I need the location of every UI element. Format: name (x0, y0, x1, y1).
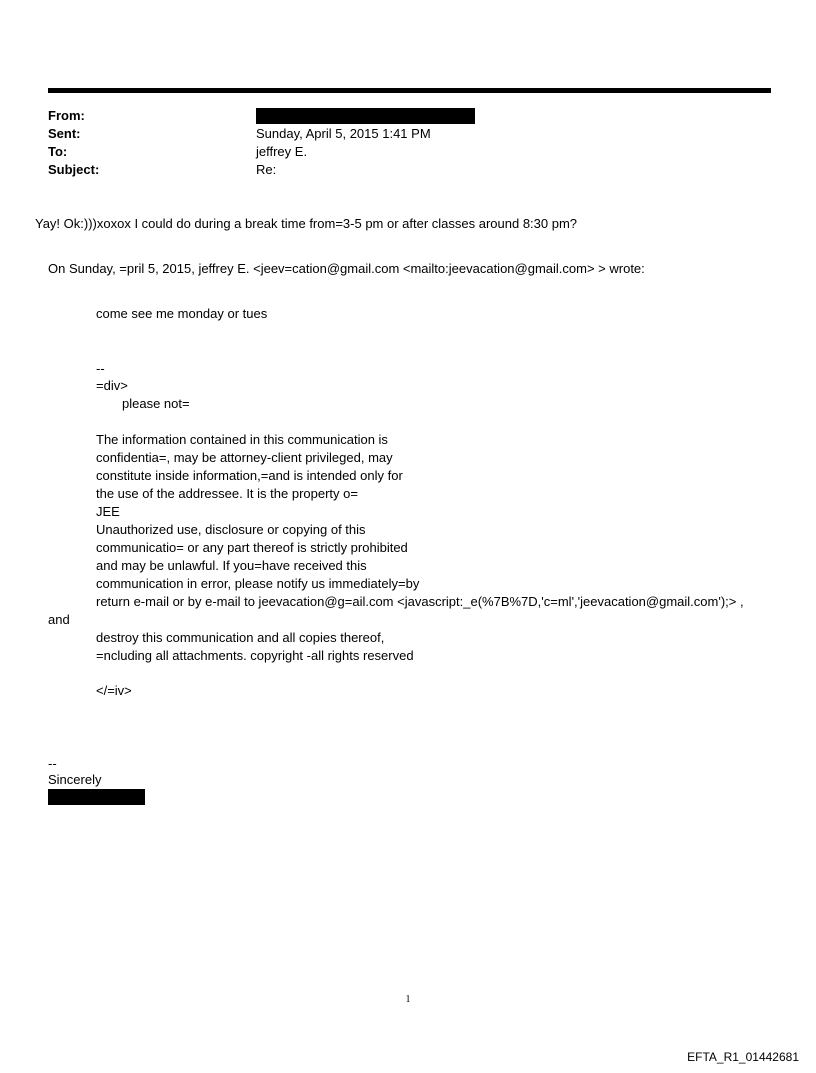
subject-label: Subject: (48, 162, 100, 177)
page-number: 1 (405, 994, 411, 1005)
quoted-message: come see me monday or tues (96, 306, 268, 321)
disclaimer-line: The information contained in this communication is (96, 432, 388, 447)
wrapped-and: and (48, 612, 70, 627)
signature-dashes: -- (96, 361, 105, 376)
disclaimer-line: confidentia=, may be attorney-client privileged, may (96, 450, 393, 465)
please-note: please not= (122, 396, 190, 411)
disclaimer-line: return e-mail or by e-mail to jeevacation@g=ail.com <javascript:_e(%7B%7D,'c=ml','jeevacation@gmail.com');> , (96, 594, 744, 609)
sent-label: Sent: (48, 126, 81, 141)
closing-dashes: -- (48, 756, 57, 771)
redacted-signature (48, 789, 145, 805)
disclaimer-tail-line: destroy this communication and all copies thereof, (96, 630, 385, 645)
disclaimer-tail-line: =ncluding all attachments. copyright -all rights reserved (96, 648, 414, 663)
header-divider (48, 88, 771, 93)
to-value: jeffrey E. (256, 144, 308, 159)
disclaimer-line: communicatio= or any part thereof is strictly prohibited (96, 540, 408, 555)
to-label: To: (48, 144, 68, 159)
disclaimer-line: and may be unlawful. If you=have received this (96, 558, 367, 573)
sent-row (48, 125, 748, 143)
disclaimer-line: Unauthorized use, disclosure or copying of this (96, 522, 366, 537)
disclaimer-line: constitute inside information,=and is intended only for (96, 468, 403, 483)
disclaimer-line: JEE (96, 504, 120, 519)
sent-value: Sunday, April 5, 2015 1:41 PM (256, 126, 431, 141)
from-label: From: (48, 108, 85, 123)
from-row (48, 107, 748, 125)
div-open-tag: =div> (96, 378, 128, 393)
reply-line: Yay! Ok:)))xoxox I could do during a break time from=3-5 pm or after classes around 8:30 pm? (35, 216, 578, 231)
subject-row (48, 161, 748, 179)
subject-value: Re: (256, 162, 277, 177)
div-close-tag: </=iv> (96, 683, 132, 698)
quote-intro: On Sunday, =pril 5, 2015, jeffrey E. <jeev=cation@gmail.com <mailto:jeevacation@gmail.com> > wrote: (48, 261, 645, 276)
disclaimer-line: the use of the addressee. It is the property o= (96, 486, 358, 501)
to-row (48, 143, 748, 161)
redacted-sender (256, 108, 475, 124)
document-id: EFTA_R1_01442681 (687, 1050, 799, 1064)
disclaimer-line: communication in error, please notify us immediately=by (96, 576, 420, 591)
sincerely: Sincerely (48, 772, 102, 787)
